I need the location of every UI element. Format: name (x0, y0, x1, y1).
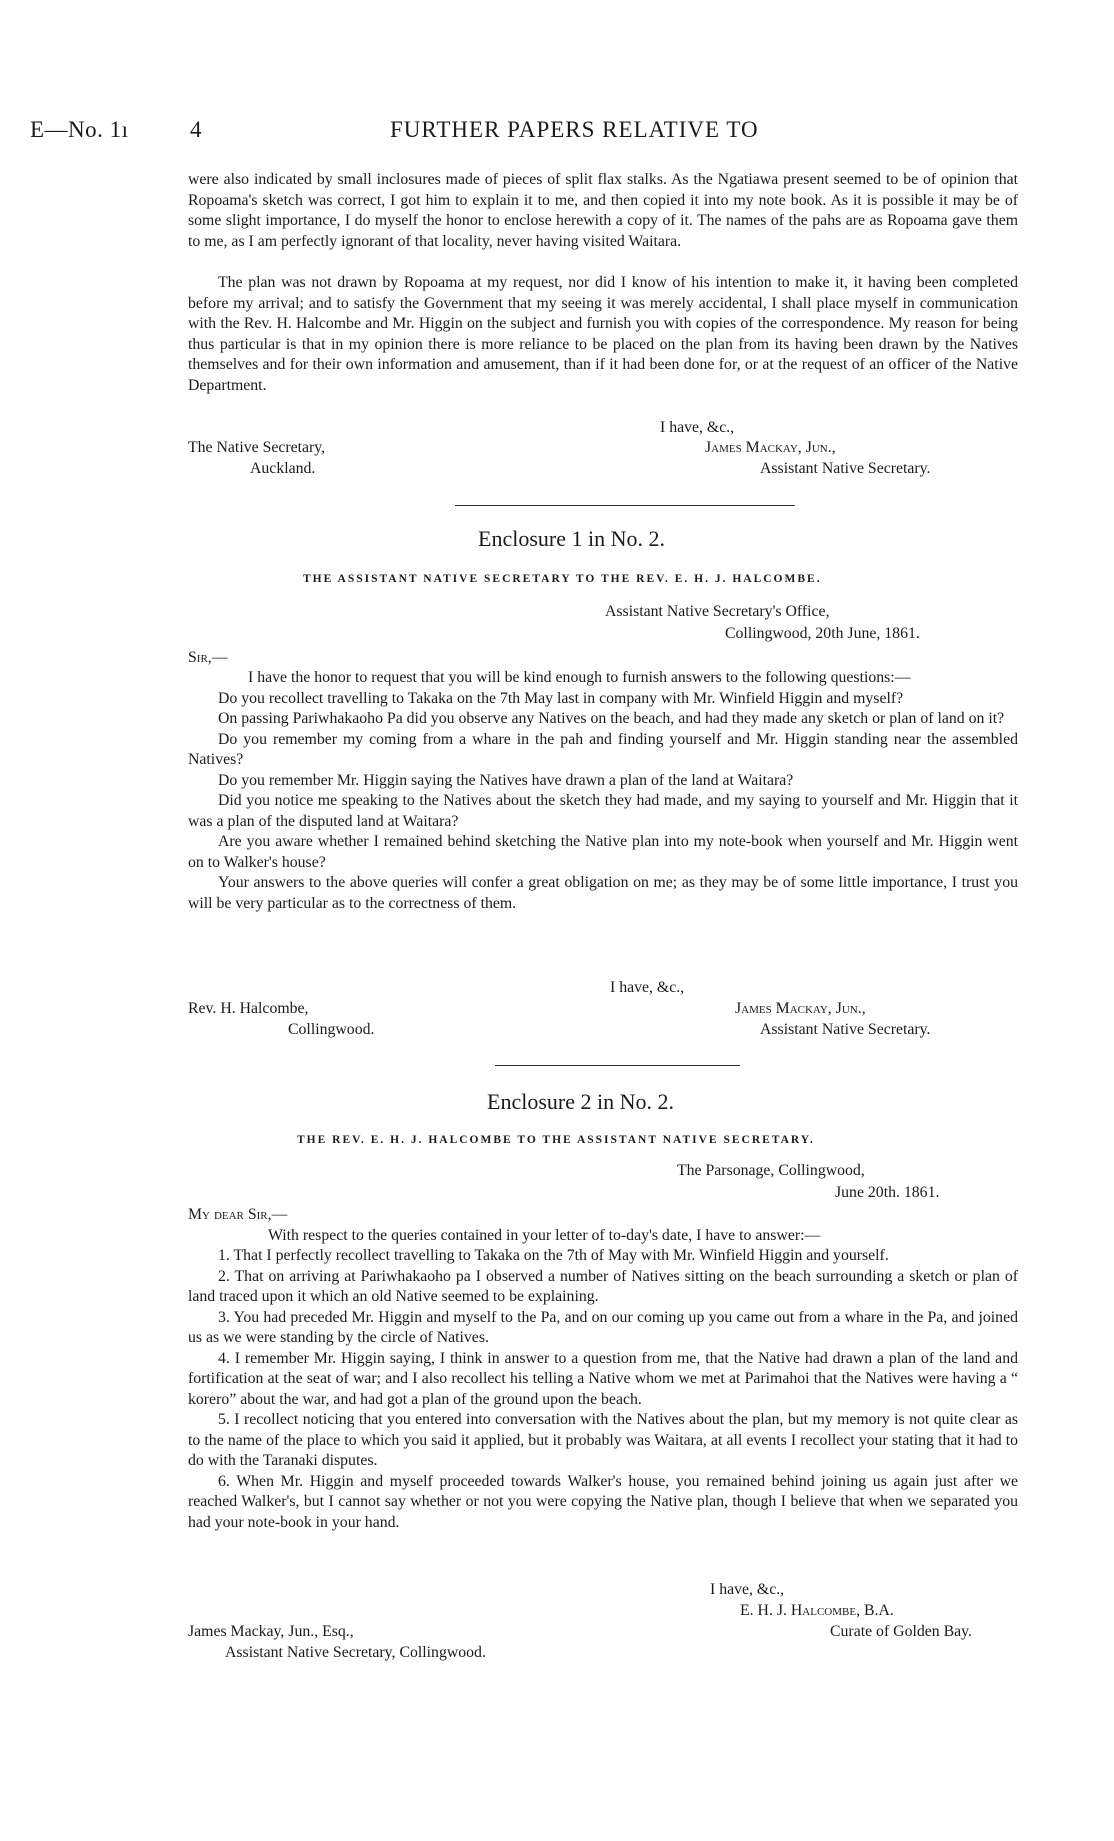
enclosure-heading: Enclosure 1 in No. 2. (478, 526, 665, 551)
numbered-answer: 5. I recollect noticing that you entered into conversation with the Natives about the plan, but my memory is not quite clear as to the name of the place to which you said it applied, but it probably was Waitara, at all events I recollect your stating that it had to do with the Taranaki disputes. (188, 1411, 1018, 1469)
signer-name: James Mackay, Jun., (735, 1000, 866, 1017)
enclosure-subheading: THE REV. E. H. J. HALCOMBE TO THE ASSISTANT NATIVE SECRETARY. (297, 1134, 815, 1146)
letter-paragraph: The plan was not drawn by Ropoama at my request, nor did I know of his intention to make it, it having been completed before my arrival; and to satisfy the Government that my seeing it was merely accidental, I shall place myself in communication with the Rev. H. Halcombe and Mr. Higgin on the subject and furnish you with copies of the correspondence. My reason for being thus particular is that in my opinion there is more reliance to be placed on the plan from its having been drawn by the Natives themselves and for their own information and amusement, than if it had been done for, or at the request of an officer of the Native Department. (188, 274, 1018, 394)
letter-paragraph: On passing Pariwhakaoho Pa did you observe any Natives on the beach, and had they made any sketch or plan of land on it? (218, 710, 1005, 727)
letter-paragraph: Do you remember my coming from a whare in the pah and finding yourself and Mr. Higgin standing near the assembled Natives? (188, 730, 1018, 768)
letter-paragraph: Your answers to the above queries will confer a great obligation on me; as they may be of some little importance, I trust you will be very particular as to the correctness of them. (188, 874, 1018, 912)
letter-paragraph: Are you aware whether I remained behind sketching the Native plan into my note-book when yourself and Mr. Higgin went on to Walker's house? (188, 833, 1018, 871)
salutation: My dear Sir,— (188, 1206, 288, 1223)
numbered-answer: 4. I remember Mr. Higgin saying, I think in answer to a question from me, that the Native had drawn a plan of the land and fortification at the seat of war; and I also recollect his telling a Native whom we met at Parimahoi that the Natives were having a “ korero” about the war, and had got a plan of the ground upon the beach. (188, 1349, 1018, 1408)
letter-paragraph: Do you recollect travelling to Takaka on the 7th May last in company with Mr. Winfield Higgin and myself? (218, 689, 904, 707)
sender-address: The Parsonage, Collingwood, (677, 1162, 865, 1179)
letter-paragraph: Did you notice me speaking to the Natives about the sketch they had made, and my saying to yourself and Mr. Higgin that it was a plan of the disputed land at Waitara? (188, 792, 1018, 830)
letter-paragraph: were also indicated by small inclosures made of pieces of split flax stalks. As the Ngatiawa present seemed to be of opinion that Ropoama's sketch was correct, I got him to explain it to me, and then copied it into my note book. As it is possible it may be of some slight importance, I do myself the honor to enclose herewith a copy of it. The names of the pahs are as Ropoama gave them to me, as I am perfectly ignorant of that locality, never having visited Waitara. (188, 171, 1018, 250)
salutation: Sir,— (188, 649, 228, 666)
signer-title: Assistant Native Secretary. (760, 1021, 931, 1038)
letter-date: Collingwood, 20th June, 1861. (725, 625, 920, 642)
letter-intro: With respect to the queries contained in your letter of to-day's date, I have to answer:— (268, 1227, 821, 1244)
signer-title: Assistant Native Secretary. (760, 460, 931, 477)
closing: I have, &c., (710, 1581, 785, 1598)
document-reference: E—No. 1ı (30, 117, 129, 142)
numbered-answer: 6. When Mr. Higgin and myself proceeded towards Walker's house, you remained behind joining us again just after we reached Walker's, but I cannot say whether or not you were copying the Native plan, though I believe that when we separated you had your note-book in your hand. (188, 1472, 1018, 1531)
signer-name: James Mackay, Jun., (705, 439, 836, 456)
signer-name: E. H. J. Halcombe, B.A. (740, 1602, 894, 1619)
signer-title: Curate of Golden Bay. (830, 1623, 972, 1640)
running-title: FURTHER PAPERS RELATIVE TO (390, 117, 759, 142)
letter-paragraph: Do you remember Mr. Higgin saying the Natives have drawn a plan of the land at Waitara? (218, 771, 794, 789)
addressee-location: Collingwood. (288, 1021, 375, 1038)
letter-date: June 20th. 1861. (835, 1184, 940, 1201)
enclosure1-body (188, 668, 1018, 914)
addressee-location: Assistant Native Secretary, Collingwood. (225, 1644, 486, 1661)
divider (455, 505, 795, 506)
enclosure2-body (188, 1246, 1018, 1533)
page-number: 4 (190, 117, 202, 142)
enclosure-subheading: THE ASSISTANT NATIVE SECRETARY TO THE REV. E. H. J. HALCOMBE. (303, 573, 822, 585)
addressee: James Mackay, Jun., Esq., (188, 1623, 354, 1640)
closing: I have, &c., (610, 979, 685, 996)
sender-address: Assistant Native Secretary's Office, (605, 603, 830, 620)
addressee-location: Auckland. (250, 460, 316, 477)
divider (495, 1065, 740, 1066)
enclosure-heading: Enclosure 2 in No. 2. (487, 1089, 674, 1114)
letter-paragraph: I have the honor to request that you will be kind enough to furnish answers to the following questions:— (248, 669, 911, 686)
numbered-answer: 3. You had preceded Mr. Higgin and myself to the Pa, and on our coming up you came out from a whare in the Pa, and joined us as we were standing by the circle of Natives. (188, 1308, 1018, 1346)
addressee: Rev. H. Halcombe, (188, 1000, 309, 1017)
numbered-answer: 1. That I perfectly recollect travelling to Takaka on the 7th of May with Mr. Winfield Higgin and yourself. (218, 1247, 889, 1264)
closing: I have, &c., (660, 419, 735, 436)
addressee: The Native Secretary, (188, 439, 326, 456)
numbered-answer: 2. That on arriving at Pariwhakaoho pa I observed a number of Natives sitting on the beach surrounding a sketch or plan of land traced upon it which an old Native seemed to be explaining. (188, 1267, 1018, 1305)
